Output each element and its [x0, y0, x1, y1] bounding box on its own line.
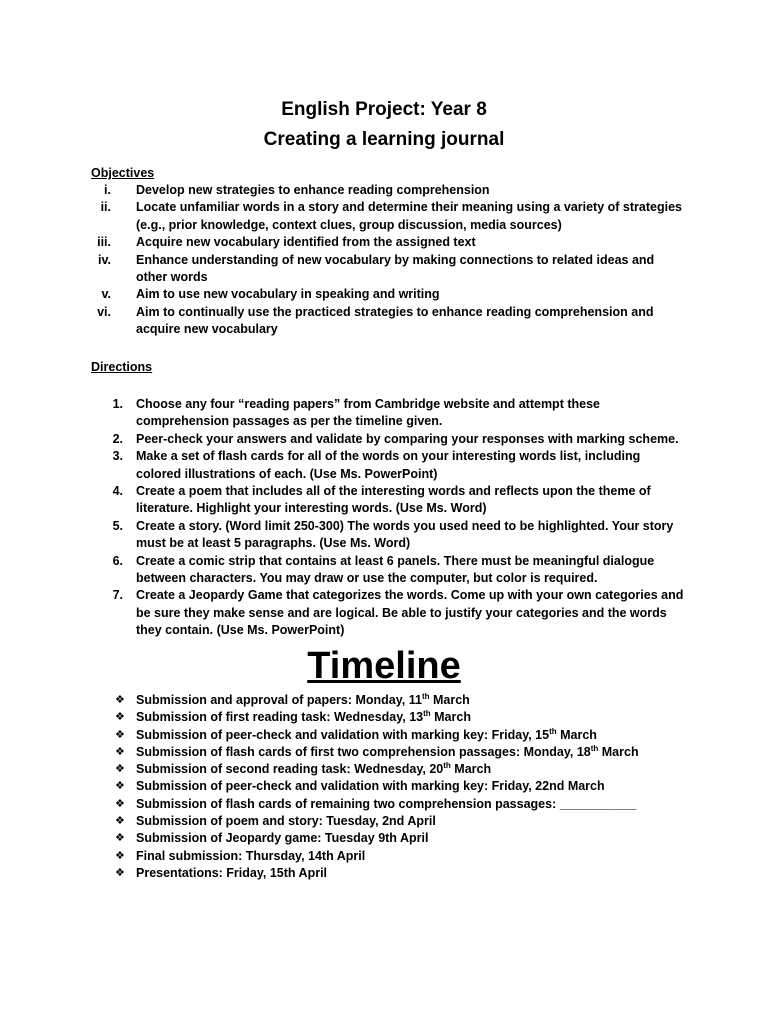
direction-item-text: Make a set of flash cards for all of the words on your interesting words list, including colored illustrations of each. (Use Ms. PowerPoint) — [136, 449, 641, 481]
timeline-item — [91, 692, 688, 709]
ordinal-suffix: th — [421, 691, 430, 701]
ordinal-suffix: th — [423, 709, 431, 719]
objective-item-text: Acquire new vocabulary identified from the assigned text — [136, 235, 476, 250]
timeline-item-main: Submission of poem and story: Tuesday, 2nd April — [136, 814, 436, 829]
timeline-item-text — [136, 709, 688, 726]
timeline-item-main: Final submission: Thursday, 14th April — [136, 848, 366, 863]
direction-item-marker: 4. — [112, 484, 123, 499]
direction-item-text: Create a Jeopardy Game that categorizes the words. Come up with your own categories and be sure they make sense and are logical. Be able to justify your categories and the words they contain. (Use Ms. PowerPoint) — [136, 588, 684, 638]
diamond-bullet-icon: ❖ — [115, 815, 125, 828]
objective-item — [91, 252, 688, 287]
direction-item-text: Peer-check your answers and validate by comparing your responses with marking scheme. — [136, 431, 679, 446]
objective-item — [91, 199, 688, 234]
objective-item — [91, 286, 688, 303]
timeline-item — [91, 813, 688, 830]
direction-item-marker: 6. — [112, 553, 123, 568]
directions-list — [91, 396, 688, 640]
timeline-item-main: Submission of flash cards of remaining two comprehension passages: ___________ — [136, 796, 637, 811]
timeline-item-month: March — [556, 727, 597, 742]
objective-item-marker: ii. — [100, 200, 111, 215]
ordinal-suffix: th — [549, 726, 557, 736]
objective-item — [91, 234, 688, 251]
direction-item-marker: 5. — [112, 518, 123, 533]
timeline-item — [91, 848, 688, 865]
timeline-list — [91, 692, 688, 882]
timeline-item-month: March — [430, 710, 471, 725]
ordinal-suffix: th — [443, 761, 451, 771]
objective-item-marker: iii. — [97, 235, 111, 250]
timeline-item-text — [136, 848, 688, 865]
direction-item-marker: 7. — [112, 588, 123, 603]
timeline-item — [91, 778, 688, 795]
timeline-item-main: Submission of second reading task: Wednesday, 20 — [136, 762, 444, 777]
diamond-bullet-icon: ❖ — [115, 849, 125, 862]
objective-item — [91, 304, 688, 339]
timeline-item-main: Submission of Jeopardy game: Tuesday 9th April — [136, 831, 429, 846]
direction-item-marker: 3. — [112, 449, 123, 464]
diamond-bullet-icon: ❖ — [115, 711, 125, 724]
timeline-item-main: Submission and approval of papers: Monday, 11 — [136, 693, 422, 707]
document-title — [0, 95, 768, 155]
direction-item — [91, 396, 688, 431]
objective-item-text: Aim to continually use the practiced strategies to enhance reading comprehension and acquire new vocabulary — [136, 304, 654, 337]
direction-item — [91, 431, 688, 448]
timeline-item — [91, 761, 688, 778]
direction-item — [91, 518, 688, 553]
objective-item-text: Aim to use new vocabulary in speaking and writing — [136, 287, 440, 302]
direction-item-marker: 1. — [112, 397, 123, 411]
diamond-bullet-icon: ❖ — [115, 780, 125, 793]
timeline-item — [91, 744, 688, 761]
direction-item-text: Create a comic strip that contains at least 6 panels. There must be meaningful dialogue between characters. You may draw or use the computer, but color is required. — [136, 553, 655, 586]
timeline-item-month: March — [429, 693, 470, 707]
objectives-heading: Objectives — [91, 166, 155, 180]
timeline-item — [91, 796, 688, 813]
timeline-item — [91, 830, 688, 847]
direction-item-text: Create a story. (Word limit 250-300) The words you used need to be highlighted. Your story must be at least 5 paragraphs. (Use Ms. Word) — [136, 518, 674, 551]
diamond-bullet-icon: ❖ — [115, 832, 125, 845]
diamond-bullet-icon: ❖ — [115, 763, 125, 776]
timeline-item-month: March — [598, 744, 639, 759]
timeline-item-main: Submission of peer-check and validation with marking key: Friday, 15 — [136, 727, 550, 742]
objective-item-marker: v. — [101, 287, 111, 302]
objective-item-marker: i. — [104, 183, 111, 197]
direction-item — [91, 587, 688, 639]
objective-item-marker: iv. — [98, 252, 111, 267]
diamond-bullet-icon: ❖ — [115, 797, 125, 810]
objective-item-text: Locate unfamiliar words in a story and determine their meaning using a variety of strategies (e.g., prior knowledge, context clues, group discussion, media sources) — [136, 200, 682, 232]
objective-item-marker: vi. — [97, 304, 111, 319]
timeline-item-text — [136, 727, 688, 744]
timeline-item-text — [136, 761, 688, 778]
direction-item — [91, 448, 688, 483]
directions-heading: Directions — [91, 360, 153, 374]
title-line-1: English Project: Year 8 — [281, 99, 487, 120]
timeline-item — [91, 709, 688, 726]
direction-item — [91, 483, 688, 518]
timeline-item — [91, 865, 688, 882]
objective-item — [91, 182, 688, 199]
timeline-item-text — [136, 796, 688, 813]
diamond-bullet-icon: ❖ — [115, 728, 125, 741]
timeline-item — [91, 727, 688, 744]
objectives-list — [91, 182, 688, 339]
diamond-bullet-icon: ❖ — [115, 694, 125, 706]
timeline-item-main: Submission of flash cards of first two comprehension passages: Monday, 18 — [136, 744, 591, 759]
diamond-bullet-icon: ❖ — [115, 866, 125, 879]
timeline-item-main: Submission of first reading task: Wednesday, 13 — [136, 710, 424, 725]
timeline-item-text — [136, 778, 688, 795]
timeline-item-text — [136, 744, 688, 761]
ordinal-suffix: th — [590, 743, 599, 753]
timeline-item-main: Presentations: Friday, 15th April — [136, 865, 328, 880]
objective-item-text: Develop new strategies to enhance reading comprehension — [136, 183, 490, 197]
timeline-item-text — [136, 692, 688, 709]
timeline-item-main: Submission of peer-check and validation with marking key: Friday, 22nd March — [136, 779, 605, 794]
direction-item-text: Create a poem that includes all of the interesting words and reflects upon the theme of literature. Highlight your interesting words. (Use Ms. Word) — [136, 484, 651, 516]
diamond-bullet-icon: ❖ — [115, 745, 125, 758]
title-line-2: Creating a learning journal — [263, 129, 505, 150]
direction-item — [91, 553, 688, 588]
direction-item-text: Choose any four “reading papers” from Cambridge website and attempt these comprehension passages as per the timeline given. — [136, 397, 600, 429]
timeline-item-text — [136, 813, 688, 830]
objective-item-text: Enhance understanding of new vocabulary by making connections to related ideas and other words — [136, 252, 655, 285]
timeline-item-text — [136, 865, 688, 882]
timeline-item-month: March — [450, 762, 492, 777]
timeline-heading: Timeline — [307, 645, 461, 687]
timeline-item-text — [136, 830, 688, 847]
direction-item-marker: 2. — [112, 431, 123, 446]
